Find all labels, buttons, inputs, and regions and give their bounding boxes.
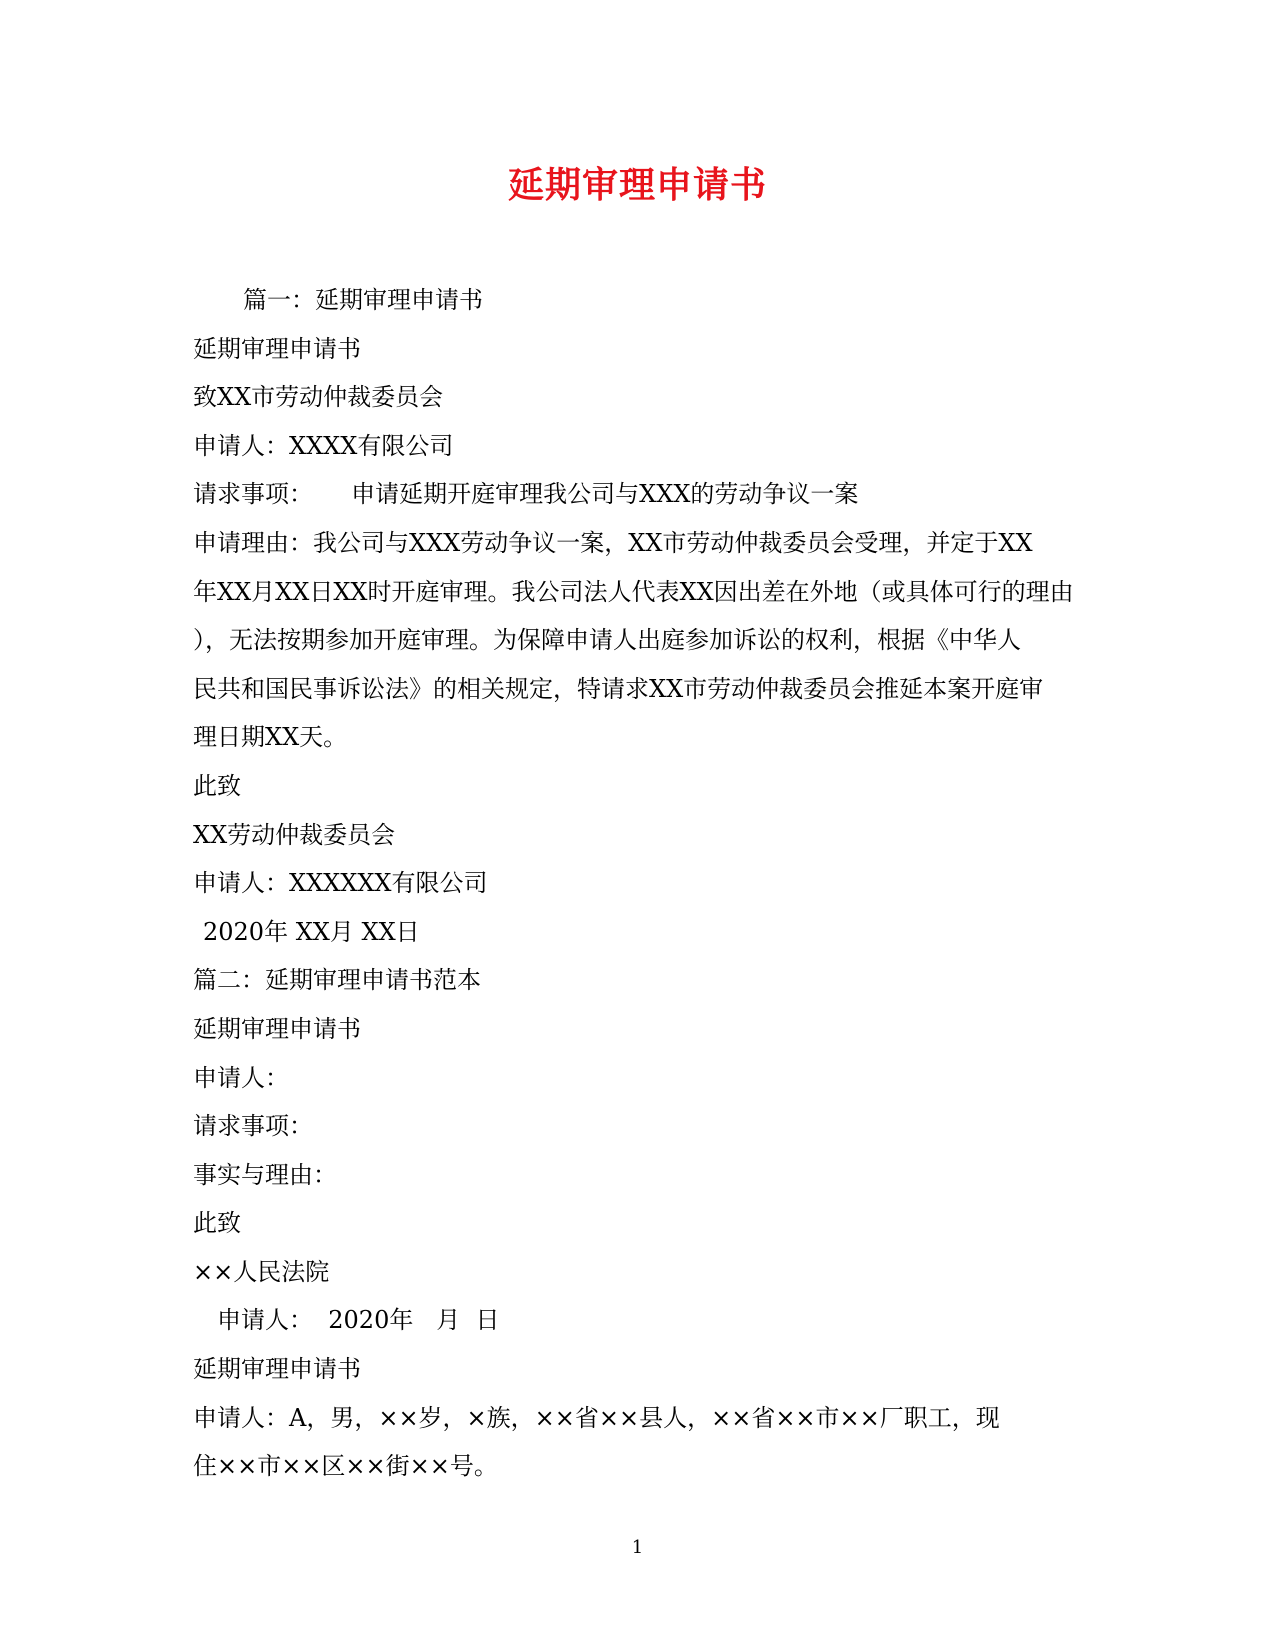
text-line: 致XX市劳动仲裁委员会: [193, 383, 444, 412]
text-line: 民共和国民事诉讼法》的相关规定，特请求XX市劳动仲裁委员会推延本案开庭审: [193, 674, 1044, 703]
text-line: 此致: [193, 1209, 241, 1238]
page-number: 1: [631, 1537, 644, 1558]
signature-line: 申请人： 2020年 月 日: [217, 1306, 500, 1335]
document-body: [193, 276, 1093, 1491]
text-line: 申请人：A，男，××岁，×族，××省××县人，××省××市××厂职工，现: [193, 1403, 1000, 1432]
section-heading-1: 篇一：延期审理申请书: [243, 286, 483, 314]
text-line: 延期审理申请书: [193, 1014, 361, 1043]
document-title: 延期审理申请书: [507, 164, 767, 206]
text-line: ），无法按期参加开庭审理。为保障申请人出庭参加诉讼的权利，根据《中华人: [193, 626, 1021, 655]
text-line: ××人民法院: [193, 1257, 330, 1286]
text-line: 延期审理申请书: [193, 1355, 361, 1384]
text-line: 住××市××区××街××号。: [193, 1452, 498, 1481]
text-line: 申请人：: [193, 1063, 289, 1092]
text-line: 理日期XX天。: [193, 723, 348, 752]
text-line: XX劳动仲裁委员会: [193, 820, 396, 849]
text-line: 申请理由：我公司与XXX劳动争议一案，XX市劳动仲裁委员会受理，并定于XX: [193, 528, 1033, 557]
text-line: 延期审理申请书: [193, 334, 361, 363]
text-line: 此致: [193, 771, 241, 800]
text-line: 申请人：XXXX有限公司: [193, 431, 454, 460]
text-line: 事实与理由：: [193, 1160, 337, 1189]
text-line: 请求事项：: [193, 1112, 313, 1141]
text-line: 年XX月XX日XX时开庭审理。我公司法人代表XX因出差在外地（或具体可行的理由: [193, 577, 1074, 606]
text-line: 申请人：XXXXXX有限公司: [193, 869, 488, 898]
section-heading-2: 篇二：延期审理申请书范本: [193, 966, 481, 995]
date-line: 2020年 XX月 XX日: [203, 917, 420, 946]
text-line: 请求事项： 申请延期开庭审理我公司与XXX的劳动争议一案: [193, 480, 859, 509]
